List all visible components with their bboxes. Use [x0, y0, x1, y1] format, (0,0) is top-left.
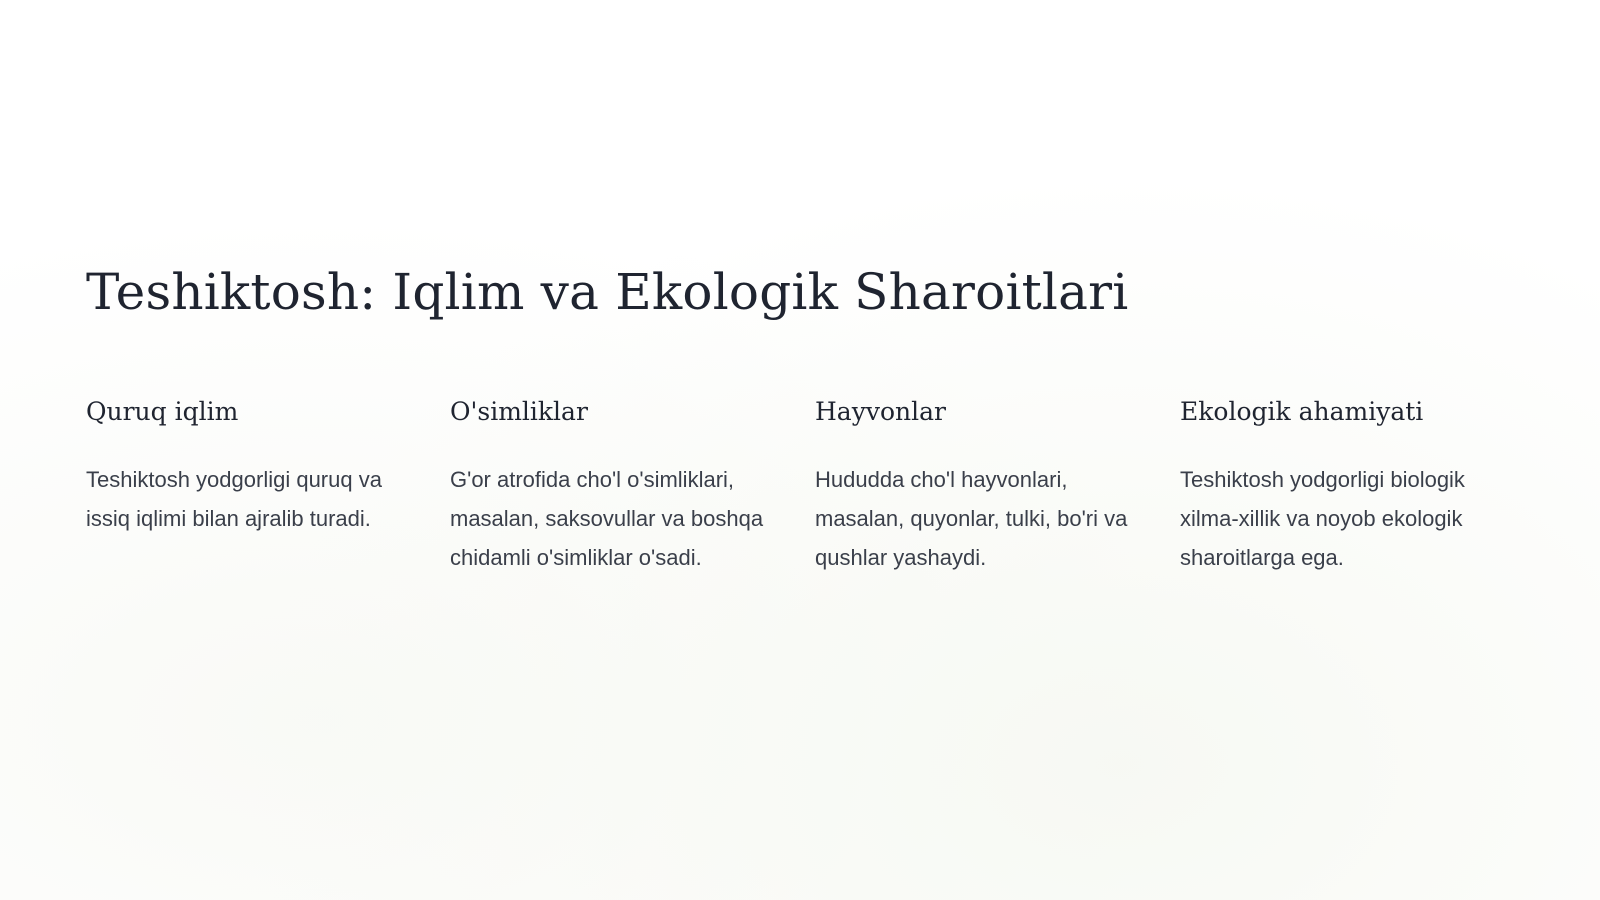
info-columns	[86, 394, 1556, 634]
column-quruq-iqlim	[86, 394, 401, 538]
column-ekologik-ahamiyati	[1180, 394, 1495, 577]
column-hayvonlar	[815, 394, 1130, 577]
column-osimliklar	[450, 394, 765, 577]
column-text: G'or atrofida cho'l o'simliklari, masalan, saksovullar va boshqa chidamli o'simliklar o'sadi.	[450, 467, 764, 570]
column-heading: Ekologik ahamiyati	[1180, 397, 1424, 426]
column-heading: O'simliklar	[450, 397, 588, 426]
slide-title: Teshiktosh: Iqlim va Ekologik Sharoitlari	[86, 263, 1129, 321]
column-heading: Quruq iqlim	[86, 397, 239, 426]
column-text: Teshiktosh yodgorligi quruq va issiq iqlimi bilan ajralib turadi.	[86, 467, 382, 531]
column-text: Teshiktosh yodgorligi biologik xilma-xillik va noyob ekologik sharoitlarga ega.	[1180, 467, 1465, 570]
column-heading: Hayvonlar	[815, 397, 946, 426]
column-text: Hududda cho'l hayvonlari, masalan, quyonlar, tulki, bo'ri va qushlar yashaydi.	[815, 467, 1128, 570]
